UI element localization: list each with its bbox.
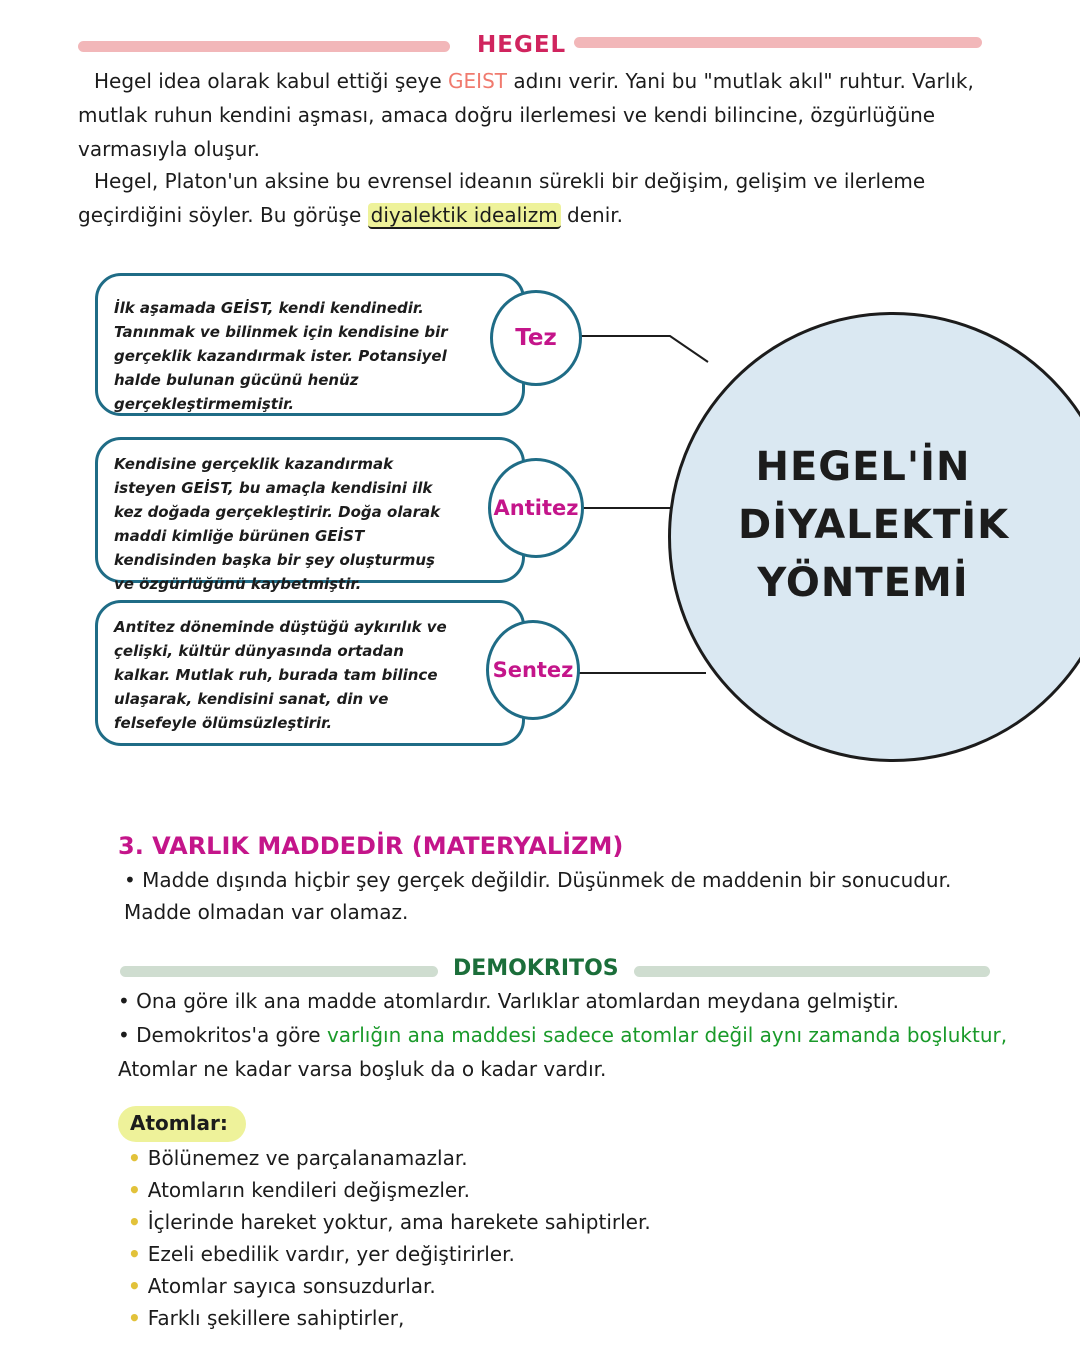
hegel-p2-a: Hegel, Platon'un aksine bu evrensel ideanın sürekli bir değişim, gelişim ve ilerleme geçirdiğini söyler. Bu görüşe	[78, 169, 926, 227]
diyalektik-idealizm-highlight: diyalektik idealizm	[368, 203, 561, 229]
stage-box-tez	[95, 273, 525, 416]
center-line-3: YÖNTEMİ	[757, 560, 969, 606]
demokritos-bullet-2	[118, 1018, 1008, 1086]
stage-text-antitez: Kendisine gerçeklik kazandırmak isteyen GEİST, bu amaçla kendisini ilk kez doğada gerçekleştirir. Doğa olarak maddi kimliğe bürünen GEİST kendisinden başka bir şey oluşturmuş ve özgürlüğünü kaybetmiştir.	[114, 455, 441, 593]
bullet-dot: •	[128, 1242, 148, 1266]
stage-box-antitez	[95, 437, 525, 593]
demokritos-b2-a: Demokritos'a göre	[136, 1023, 327, 1047]
bullet-dot: •	[118, 989, 137, 1013]
atom-item-text: Atomlar sayıca sonsuzdurlar.	[147, 1274, 436, 1298]
stage-text-sentez: Antitez döneminde düştüğü aykırılık ve çelişki, kültür dünyasında ortadan kalkar. Mutlak ruh, burada tam bilince ulaşarak, kendisini sanat, din ve felsefeyle ölümsüzleştirir.	[114, 618, 447, 732]
demokritos-rule-left	[120, 966, 438, 977]
materyalizm-bullet	[124, 864, 954, 928]
stage-box-sentez	[95, 600, 525, 746]
hegel-p1-a: Hegel idea olarak kabul ettiği şeye	[94, 69, 449, 93]
atomlar-label: Atomlar:	[118, 1106, 246, 1142]
geist-term: GEIST	[448, 69, 507, 93]
atom-item-text: Farklı şekillere sahiptirler,	[147, 1306, 405, 1330]
materyalizm-heading: 3. VARLIK MADDEDİR (MATERYALİZM)	[118, 832, 624, 860]
center-title	[738, 438, 1010, 612]
atom-item	[128, 1274, 436, 1298]
hegel-title: HEGEL	[477, 32, 567, 58]
bullet-dot: •	[124, 868, 143, 892]
stage-text-tez: İlk aşamada GEİST, kendi kendinedir. Tanınmak ve bilinmek için kendisine bir gerçeklik kazandırmak ister. Potansiyel halde bulunan gücünü henüz gerçekleştirmemiştir.	[114, 299, 448, 413]
bullet-dot: •	[128, 1178, 148, 1202]
atom-item-text: Bölünemez ve parçalanamazlar.	[147, 1146, 468, 1170]
materyalizm-text: Madde dışında hiçbir şey gerçek değildir. Düşünmek de maddenin bir sonucudur. Madde olmadan var olamaz.	[124, 868, 952, 924]
bullet-dot: •	[128, 1146, 148, 1170]
atom-item	[128, 1306, 404, 1330]
stage-label-tez: Tez	[490, 290, 582, 386]
stage-label-antitez: Antitez	[488, 458, 584, 558]
demokritos-b1: Ona göre ilk ana madde atomlardır. Varlıklar atomlardan meydana gelmiştir.	[136, 989, 900, 1013]
atom-item	[128, 1242, 515, 1266]
atom-item	[128, 1210, 651, 1234]
demokritos-title: DEMOKRITOS	[453, 956, 619, 981]
atom-item-text: Ezeli ebedilik vardır, yer değiştirirler.	[147, 1242, 515, 1266]
center-line-1: HEGEL'İN	[755, 444, 971, 490]
demokritos-b2-b: Atomlar ne kadar varsa boşluk da o kadar vardır.	[118, 1057, 607, 1081]
bullet-dot: •	[128, 1274, 148, 1298]
demokritos-b2-green: varlığın ana maddesi sadece atomlar değil aynı zamanda boşluktur,	[326, 1023, 1008, 1047]
demokritos-bullet-1	[118, 989, 899, 1013]
center-line-2: DİYALEKTİK	[738, 502, 1010, 548]
demokritos-rule-right	[634, 966, 990, 977]
atom-item	[128, 1178, 470, 1202]
bullet-dot: •	[128, 1306, 148, 1330]
connector-tez	[578, 336, 708, 362]
atom-item-text: İçlerinde hareket yoktur, ama harekete sahiptirler.	[147, 1210, 651, 1234]
stage-label-sentez: Sentez	[486, 620, 580, 720]
atom-item-text: Atomların kendileri değişmezler.	[147, 1178, 470, 1202]
bullet-dot: •	[118, 1023, 137, 1047]
hegel-p1-b: adını verir. Yani bu "mutlak akıl" ruhtur. Varlık, mutlak ruhun kendini aşması, amaca doğru ilerlemesi ve kendi bilincine, özgürlüğüne varmasıyla oluşur.	[78, 69, 974, 161]
atom-item	[128, 1146, 468, 1170]
bullet-dot: •	[128, 1210, 148, 1234]
hegel-p2-b: denir.	[560, 203, 624, 227]
